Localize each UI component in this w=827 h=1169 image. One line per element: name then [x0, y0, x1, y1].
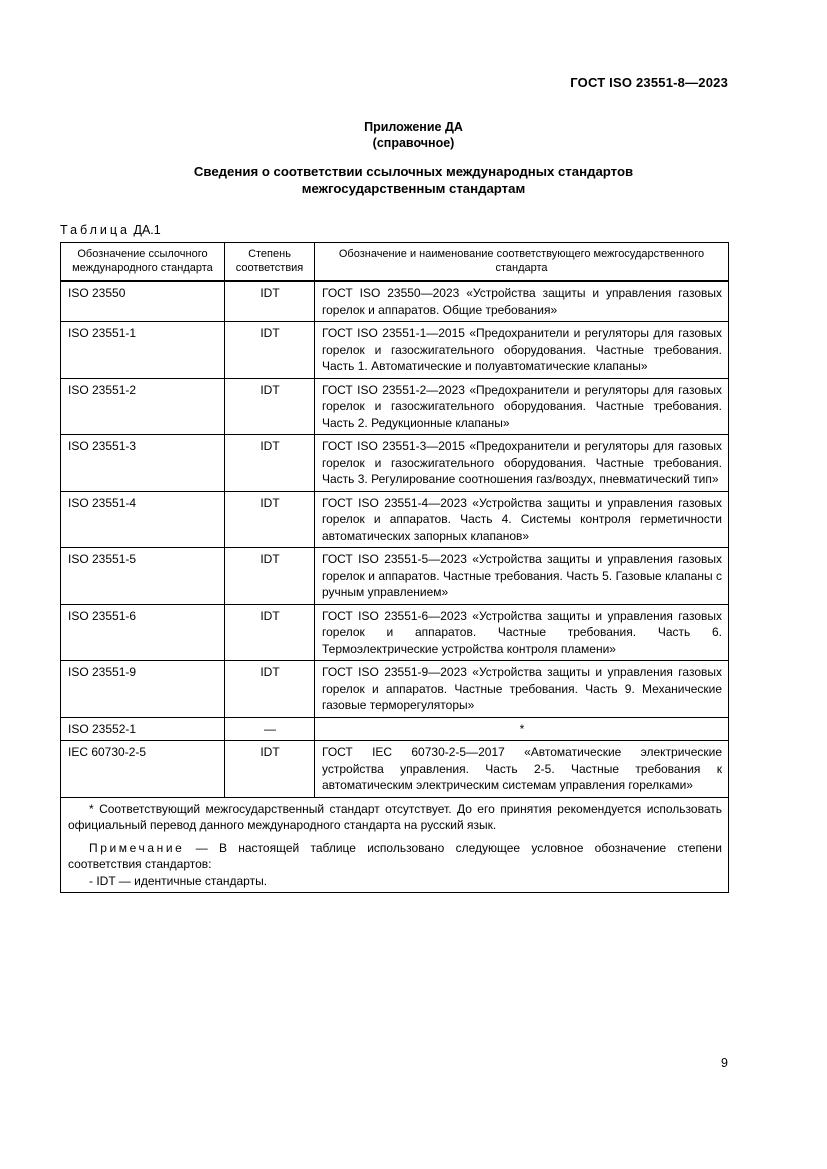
cell-national: * — [315, 717, 729, 741]
annex-type: (справочное) — [372, 136, 455, 150]
cell-national: ГОСТ ISO 23550—2023 «Устройства защиты и управления газовых горелок и аппаратов. Общие требования» — [315, 281, 729, 322]
cell-national: ГОСТ ISO 23551-9—2023 «Устройства защиты и управления газовых горелок и аппаратов. Частные требования. Часть 9. Механические газовые терморегуляторы» — [315, 661, 729, 718]
cell-national: ГОСТ ISO 23551-5—2023 «Устройства защиты и управления газовых горелок и аппаратов. Частные требования. Часть 5. Газовые клапаны с ручным управлением» — [315, 548, 729, 605]
cell-degree: IDT — [225, 604, 315, 661]
cell-degree: IDT — [225, 322, 315, 379]
note-word: Примечание — [89, 840, 185, 855]
section-title-line1: Сведения о соответствии ссылочных международных стандартов — [193, 164, 634, 179]
correspondence-table — [60, 242, 729, 893]
cell-international: ISO 23551-5 — [61, 548, 225, 605]
cell-national: ГОСТ IEC 60730-2-5—2017 «Автоматические электрические устройства управления. Часть 2-5. Частные требования к автоматическим электрическим системам управления горелками» — [315, 741, 729, 798]
table-header-row — [61, 243, 729, 282]
document-code: ГОСТ ISO 23551-8—2023 — [570, 75, 728, 90]
table-footnote: * Соответствующий межгосударственный стандарт отсутствует. До его принятия рекомендуется использовать официальный перевод данного международного стандарта на русский язык. — [68, 801, 722, 832]
table-footer — [61, 797, 729, 893]
table-label-word: Таблица — [60, 223, 131, 237]
table-row — [61, 548, 729, 605]
table-row — [61, 491, 729, 548]
cell-degree: IDT — [225, 491, 315, 548]
cell-degree: IDT — [225, 741, 315, 798]
cell-degree: IDT — [225, 281, 315, 322]
table-label — [60, 223, 161, 237]
cell-degree: IDT — [225, 435, 315, 492]
section-title-line2: межгосударственным стандартам — [301, 181, 526, 196]
table-row — [61, 661, 729, 718]
column-header-national: Обозначение и наименование соответствующего межгосударственного стандарта — [315, 243, 729, 282]
table-row — [61, 281, 729, 322]
cell-international: ISO 23551-9 — [61, 661, 225, 718]
cell-international: ISO 23551-6 — [61, 604, 225, 661]
column-header-international: Обозначение ссылочного международного стандарта — [61, 243, 225, 282]
table-row — [61, 435, 729, 492]
table-footer-row — [61, 797, 729, 893]
annex-heading — [0, 119, 827, 151]
section-title — [0, 163, 827, 197]
cell-degree: — — [225, 717, 315, 741]
cell-national: ГОСТ ISO 23551-6—2023 «Устройства защиты и управления газовых горелок и аппаратов. Частные требования. Часть 6. Термоэлектрические устройства контроля пламени» — [315, 604, 729, 661]
cell-international: IEC 60730-2-5 — [61, 741, 225, 798]
cell-national: ГОСТ ISO 23551-4—2023 «Устройства защиты и управления газовых горелок и аппаратов. Часть 4. Системы контроля герметичности автоматических запорных клапанов» — [315, 491, 729, 548]
cell-international: ISO 23552-1 — [61, 717, 225, 741]
table-row — [61, 378, 729, 435]
note-text: — В настоящей таблице использовано следующее условное обозначение степени соответствия стандартов: — [68, 840, 722, 871]
cell-degree: IDT — [225, 378, 315, 435]
table-note — [68, 840, 722, 873]
cell-national: ГОСТ ISO 23551-2—2023 «Предохранители и регуляторы для газовых горелок и газосжигательного оборудования. Частные требования. Часть 2. Редукционные клапаны» — [315, 378, 729, 435]
cell-international: ISO 23551-2 — [61, 378, 225, 435]
page-number: 9 — [721, 1056, 728, 1070]
table-row — [61, 604, 729, 661]
column-header-degree: Степень соответствия — [225, 243, 315, 282]
cell-international: ISO 23551-1 — [61, 322, 225, 379]
cell-national: ГОСТ ISO 23551-3—2015 «Предохранители и регуляторы для газовых горелок и газосжигательного оборудования. Частные требования. Часть 3. Регулирование соотношения газ/воздух, пневматический тип» — [315, 435, 729, 492]
table-row — [61, 717, 729, 741]
cell-degree: IDT — [225, 548, 315, 605]
cell-degree: IDT — [225, 661, 315, 718]
annex-title: Приложение ДА — [364, 120, 463, 134]
note-item: - IDT — идентичные стандарты. — [89, 873, 268, 888]
cell-international: ISO 23550 — [61, 281, 225, 322]
cell-international: ISO 23551-3 — [61, 435, 225, 492]
table-row — [61, 322, 729, 379]
table-row — [61, 741, 729, 798]
table-label-number: ДА.1 — [130, 223, 161, 237]
cell-national: ГОСТ ISO 23551-1—2015 «Предохранители и регуляторы для газовых горелок и газосжигательного оборудования. Частные требования. Часть 1. Автоматические и полуавтоматические клапаны» — [315, 322, 729, 379]
cell-international: ISO 23551-4 — [61, 491, 225, 548]
